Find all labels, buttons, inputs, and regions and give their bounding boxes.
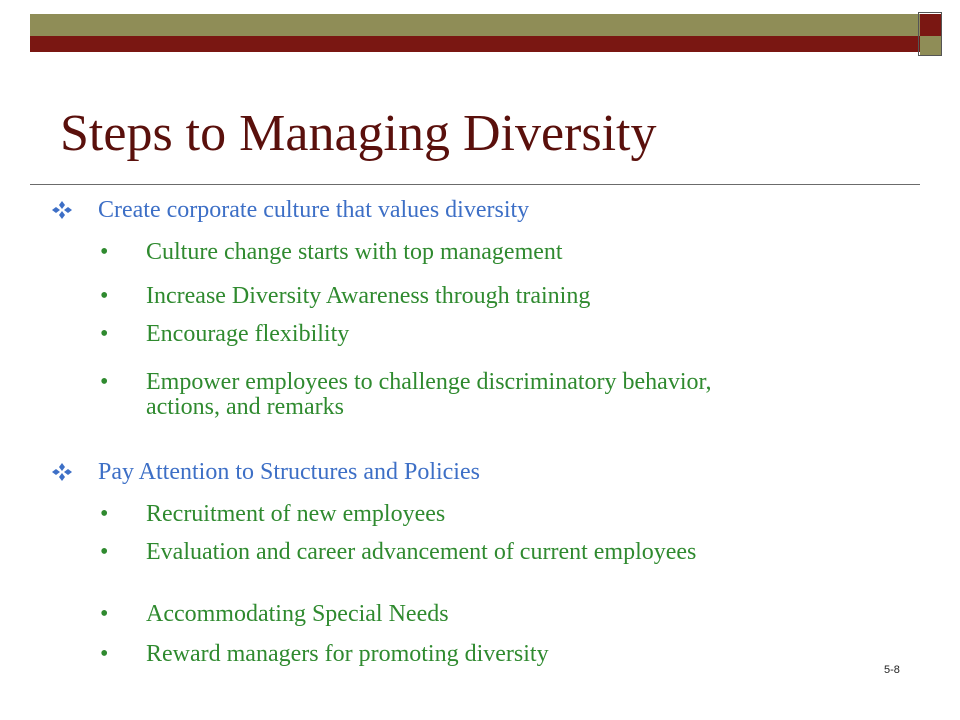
slide-number: 5-8	[884, 664, 900, 676]
bullet-dot: •	[100, 501, 109, 527]
top-decorative-band	[0, 0, 960, 62]
title-divider	[30, 184, 920, 185]
list-item-text: Accommodating Special Needs	[146, 601, 449, 627]
diamond-bullet-icon	[48, 462, 76, 482]
slide-title: Steps to Managing Diversity	[60, 105, 657, 162]
list-item-text: Culture change starts with top management	[146, 239, 563, 265]
section-heading-text: Pay Attention to Structures and Policies	[98, 459, 480, 485]
list-item-text: Evaluation and career advancement of current employees	[146, 539, 697, 565]
diamond-bullet-icon	[48, 200, 76, 220]
olive-band	[30, 14, 920, 36]
section-heading-1	[48, 198, 529, 222]
list-item-text: Recruitment of new employees	[146, 501, 446, 527]
bullet-dot: •	[100, 239, 109, 265]
list-item	[100, 240, 800, 265]
bullet-dot: •	[100, 321, 109, 347]
section-heading-text: Create corporate culture that values diversity	[98, 197, 530, 223]
bullet-dot: •	[100, 283, 109, 309]
list-item-text: Empower employees to challenge discriminatory behavior, actions, and remarks	[146, 369, 712, 421]
list-item-text: Encourage flexibility	[146, 321, 350, 347]
maroon-band	[30, 36, 920, 52]
list-item	[100, 502, 800, 527]
bullet-dot: •	[100, 641, 109, 667]
list-item	[100, 642, 800, 667]
bullet-dot: •	[100, 601, 109, 627]
bullet-dot: •	[100, 539, 109, 565]
list-item	[100, 602, 800, 627]
section-heading-2	[48, 460, 480, 484]
list-item	[100, 322, 800, 347]
list-item	[100, 284, 800, 309]
corner-square-frame	[918, 12, 942, 56]
list-item	[100, 539, 800, 565]
list-item-text: Increase Diversity Awareness through training	[146, 283, 591, 309]
bullet-dot: •	[100, 369, 109, 395]
list-item-text: Reward managers for promoting diversity	[146, 641, 549, 667]
list-item	[100, 370, 780, 420]
